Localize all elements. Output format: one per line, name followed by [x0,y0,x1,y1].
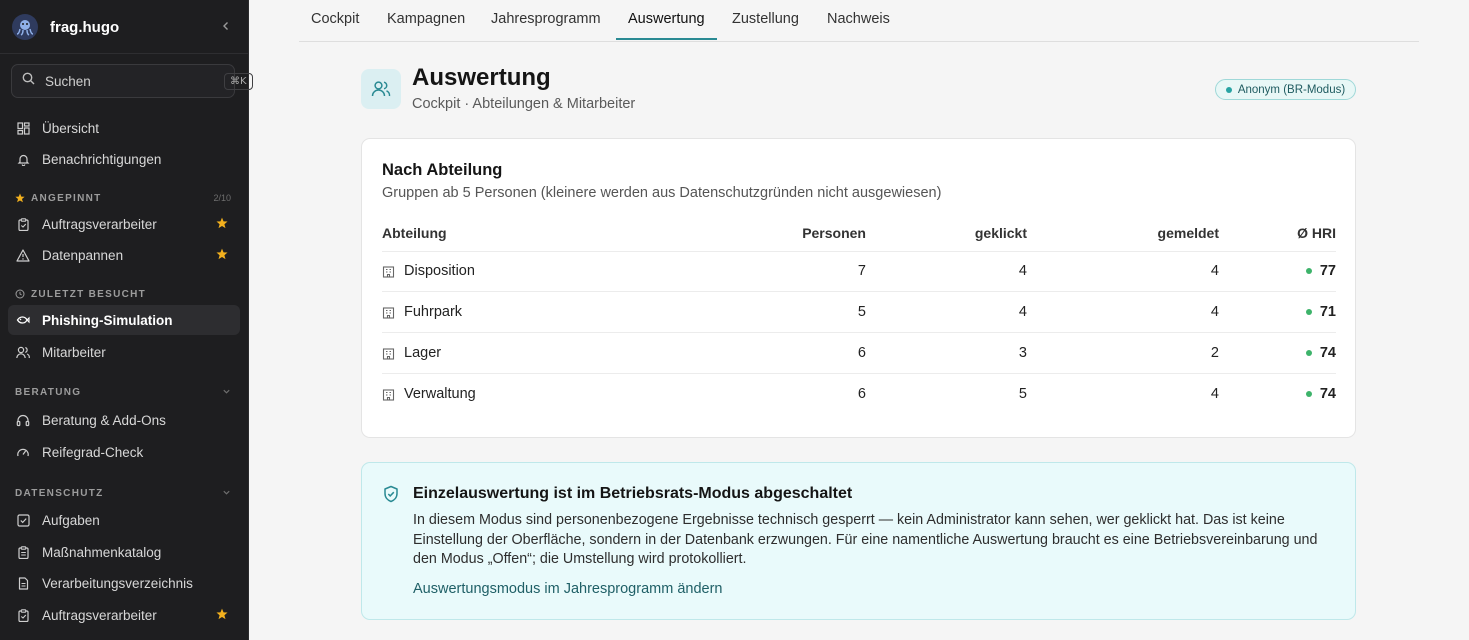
column-header-hri: Ø HRI [1297,225,1336,241]
tab-kampagnen[interactable]: Kampagnen [387,11,466,27]
table-row [382,251,1336,292]
geklickt-value: 4 [1018,304,1027,320]
hri-number: 74 [1319,345,1336,361]
clipboard-icon [16,545,30,559]
hri-value [1306,386,1336,402]
users-icon [16,345,30,359]
star-icon[interactable] [216,608,228,620]
headset-icon [16,413,30,427]
section-title: ANGEPINNT [31,192,102,204]
sidebar-item-auftragsverarbeiter[interactable] [8,600,240,630]
gemeldet-value: 2 [1210,345,1219,361]
building-icon [382,387,396,401]
search-shortcut: ⌘K [224,73,253,90]
star-icon[interactable] [216,248,228,260]
department-name: Verwaltung [404,386,476,402]
section-beratung[interactable] [15,385,233,399]
sidebar-item-benachrichtigungen[interactable] [8,144,240,174]
clock-icon [15,289,26,300]
section-angepinnt [15,191,233,205]
sidebar-item-reifegrad-check[interactable] [8,437,240,467]
column-header-abteilung: Abteilung [382,225,447,241]
gemeldet-value: 4 [1210,263,1219,279]
department-name: Fuhrpark [404,304,463,320]
fish-hook-icon [16,313,30,327]
file-icon [16,576,30,590]
divider [0,53,248,54]
department-name: Lager [404,345,442,361]
hri-number: 77 [1319,263,1336,279]
warning-icon [16,248,30,262]
table-row [382,333,1336,374]
geklickt-value: 3 [1018,345,1027,361]
department-cell [382,263,475,279]
main-content [249,0,1469,640]
hri-status-dot [1306,268,1312,274]
sidebar-item-label: Verarbeitungsverzeichnis [42,575,193,591]
department-cell [382,345,441,361]
sidebar-item-phishing-simulation[interactable] [8,305,240,335]
page-title: Auswertung [412,64,551,91]
search-box[interactable] [11,64,247,98]
department-cell [382,386,476,402]
hri-value [1306,263,1336,279]
sidebar-item-label: Auftragsverarbeiter [42,607,157,623]
section-zuletzt-besucht [15,287,233,301]
sidebar-item-massnahmenkatalog[interactable] [8,537,240,567]
tab-cockpit[interactable]: Cockpit [311,11,360,27]
br-mode-notice [361,462,1356,620]
column-header-gemeldet: gemeldet [1157,225,1219,241]
badge-label: Anonym (BR-Modus) [1237,83,1346,96]
building-icon [382,346,396,360]
section-title: BERATUNG [15,386,82,398]
pinned-count: 2/10 [213,193,231,203]
search-input[interactable] [43,73,224,90]
star-icon [15,193,26,204]
sidebar-item-verarbeitungsverzeichnis[interactable] [8,568,240,598]
tab-zustellung[interactable]: Zustellung [732,11,799,27]
star-icon[interactable] [216,217,228,229]
chevron-down-icon[interactable] [222,488,231,499]
column-header-personen: Personen [802,225,866,241]
hri-number: 71 [1319,304,1336,320]
brand[interactable] [12,12,240,42]
shield-check-icon [382,485,400,503]
notice-title: Einzelauswertung ist im Betriebsrats-Modus abgeschaltet [413,485,853,502]
sidebar-item-aufgaben[interactable] [8,505,240,535]
hri-status-dot [1306,350,1312,356]
geklickt-value: 5 [1018,386,1027,402]
building-icon [382,264,396,278]
column-header-geklickt: geklickt [974,225,1027,241]
gemeldet-value: 4 [1210,304,1219,320]
clipboard-icon [16,608,30,622]
hri-status-dot [1306,391,1312,397]
sidebar-item-label: Mitarbeiter [42,344,106,360]
table-row [382,374,1336,415]
sidebar [0,0,249,640]
sidebar-item-auftragsverarbeiter-pinned[interactable] [8,209,240,239]
personen-value: 6 [857,386,866,402]
department-name: Disposition [404,263,475,279]
tab-jahresprogramm[interactable]: Jahresprogramm [491,11,601,27]
personen-value: 7 [857,263,866,279]
clipboard-icon [16,217,30,231]
sidebar-item-label: Übersicht [42,120,100,136]
table-row [382,292,1336,333]
brand-name: frag.hugo [50,18,120,36]
chevron-down-icon[interactable] [222,387,231,398]
grid-icon [16,121,30,135]
tab-auswertung[interactable]: Auswertung [616,0,717,40]
geklickt-value: 4 [1018,263,1027,279]
section-title: DATENSCHUTZ [15,487,104,499]
hri-value [1306,345,1336,361]
department-card [361,138,1356,438]
section-datenschutz[interactable] [15,486,233,500]
table-header [382,223,1336,252]
tab-bar [299,0,1419,42]
breadcrumb: Cockpit · Abteilungen & Mitarbeiter [412,96,636,112]
checkbox-icon [16,513,30,527]
sidebar-item-beratung-addons[interactable] [8,405,240,435]
card-subtitle: Gruppen ab 5 Personen (kleinere werden aus Datenschutzgründen nicht ausgewiesen) [382,185,942,201]
users-icon [361,69,401,109]
status-dot [1226,87,1232,93]
sidebar-item-label: Datenpannen [42,247,124,263]
gauge-icon [16,445,30,459]
section-title: ZULETZT BESUCHT [31,288,147,300]
sidebar-item-datenpannen[interactable] [8,240,240,270]
department-cell [382,304,462,320]
hri-number: 74 [1319,386,1336,402]
sidebar-item-uebersicht[interactable] [8,113,240,143]
card-title: Nach Abteilung [382,161,503,179]
bell-icon [16,152,30,166]
sidebar-item-label: Aufgaben [42,512,100,528]
search-icon [22,72,35,90]
building-icon [382,305,396,319]
sidebar-item-label: Maßnahmenkatalog [42,544,162,560]
sidebar-item-label: Reifegrad-Check [42,444,144,460]
notice-body: In diesem Modus sind personenbezogene Ergebnisse technisch gesperrt — kein Administrator kann sehen, wer geklickt hat. Das ist keine Einstellung der Oberfläche, sondern in der Datenbank erzwungen. Für eine namentliche Auswertung braucht es eine Betriebsvereinbarung und den Modus „Offen“; die Umstellung wird protokolliert. [413,512,1318,568]
sidebar-item-label: Benachrichtigungen [42,151,162,167]
octopus-logo-icon [12,14,38,40]
sidebar-item-label: Auftragsverarbeiter [42,216,157,232]
personen-value: 5 [857,304,866,320]
sidebar-item-label: Phishing-Simulation [42,312,173,328]
change-mode-link[interactable]: Auswertungsmodus im Jahresprogramm ändern [413,581,723,597]
tab-nachweis[interactable]: Nachweis [827,11,890,27]
hri-status-dot [1306,309,1312,315]
collapse-sidebar-icon[interactable] [218,18,234,34]
status-badge [1215,79,1356,100]
gemeldet-value: 4 [1210,386,1219,402]
sidebar-item-label: Beratung & Add-Ons [42,412,166,428]
sidebar-item-mitarbeiter[interactable] [8,337,240,367]
personen-value: 6 [857,345,866,361]
hri-value [1306,304,1336,320]
